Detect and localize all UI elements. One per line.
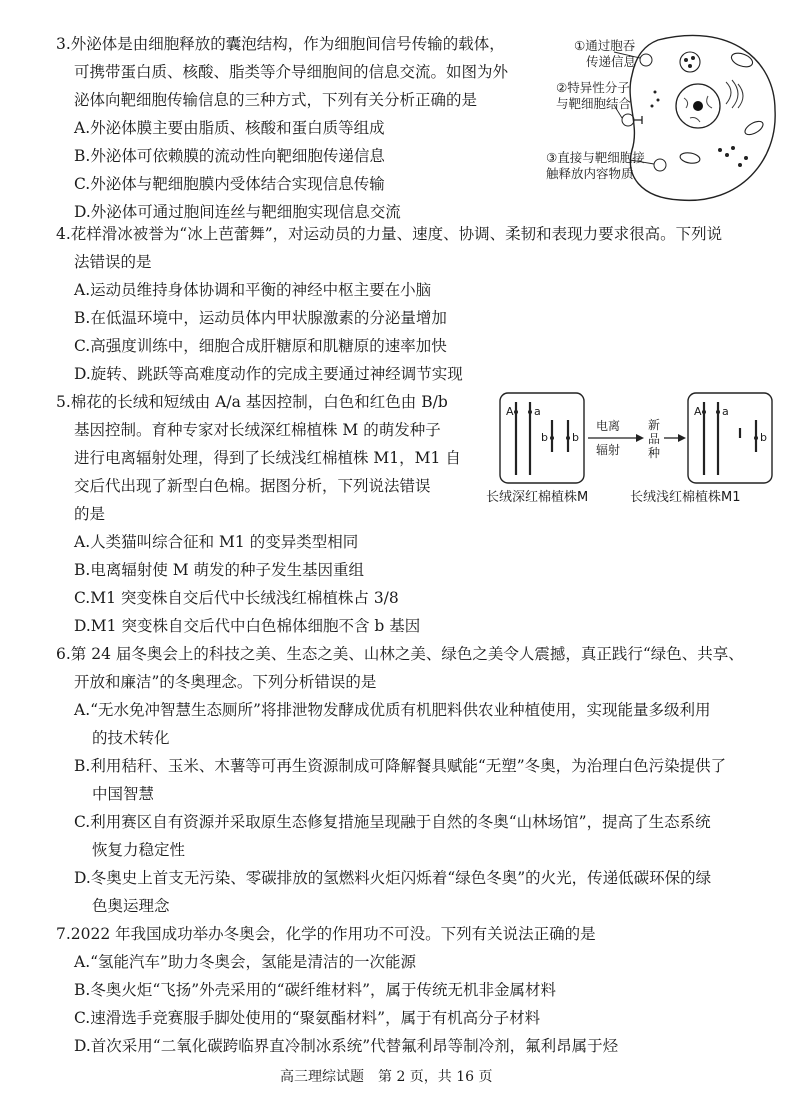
- q5-option-b: B.电离辐射使 M 萌发的种子发生基因重组: [74, 561, 365, 579]
- q4-option-b: B.在低温环境中，运动员体内甲状腺激素的分泌量增加: [74, 309, 447, 327]
- q3-stem-line-1: 3.外泌体是由细胞释放的囊泡结构，作为细胞间信号传输的载体，: [56, 35, 505, 53]
- arrow-label-bottom: 辐射: [596, 443, 621, 457]
- q4-stem-line-1: 4.花样滑冰被誉为“冰上芭蕾舞”，对运动员的力量、速度、协调、柔韧和表现力要求很高。下列说: [56, 225, 723, 243]
- caption-left: 长绒深红棉植株M: [486, 490, 589, 505]
- q4-option-d: D.旋转、跳跃等高难度动作的完成主要通过神经调节实现: [74, 365, 463, 383]
- gene-label-a-left: a: [534, 405, 541, 418]
- gene-label-A-right: A: [694, 405, 702, 418]
- q3-option-d: D.外泌体可通过胞间连丝与靶细胞实现信息交流: [74, 203, 401, 221]
- q6-option-b-line-1: B.利用秸秆、玉米、木薯等可再生资源制成可降解餐具赋能“无塑”冬奥，为治理白色污染提供了: [74, 757, 727, 775]
- q3-option-a: A.外泌体膜主要由脂质、核酸和蛋白质等组成: [74, 119, 385, 137]
- q7-option-b: B.冬奥火炬“飞扬”外壳采用的“碳纤维材料”，属于传统无机非金属材料: [74, 981, 557, 999]
- diagram-label-3-line-1: ③直接与靶细胞接: [546, 150, 645, 165]
- diagram-label-1-line-1: ①通过胞吞: [574, 38, 636, 53]
- q5-stem-line-3: 进行电离辐射处理，得到了长绒浅红棉植株 M1，M1 自: [74, 449, 461, 467]
- diagram-label-3-line-2: 触释放内容物质: [546, 166, 634, 181]
- diagram-label-1-line-2: 传递信息: [586, 54, 637, 69]
- q6-option-a-line-2: 的技术转化: [92, 729, 170, 747]
- q6-stem-line-1: 6.第 24 届冬奥会上的科技之美、生态之美、山林之美、绿色之美令人震撼，真正践行“绿色、共享、: [56, 645, 744, 663]
- q4-option-a: A.运动员维持身体协调和平衡的神经中枢主要在小脑: [74, 281, 432, 299]
- q6-option-c-line-1: C.利用赛区自有资源并采取原生态修复措施呈现融于自然的冬奥“山林场馆”，提高了生态系统: [74, 813, 711, 831]
- q5-option-c: C.M1 突变株自交后代中长绒浅红棉植株占 3/8: [74, 589, 399, 607]
- new-variety-char-2: 品: [648, 432, 661, 446]
- q6-option-a-line-1: A.“无水免冲智慧生态厕所”将排泄物发酵成优质有机肥料供农业种植使用，实现能量多级利用: [74, 701, 711, 719]
- q5-stem-line-1: 5.棉花的长绒和短绒由 A/a 基因控制，白色和红色由 B/b: [56, 393, 448, 411]
- q7-option-a: A.“氢能汽车”助力冬奥会，氢能是清洁的一次能源: [74, 953, 416, 971]
- q6-option-c-line-2: 恢复力稳定性: [92, 841, 186, 859]
- q5-option-a: A.人类猫叫综合征和 M1 的变异类型相同: [74, 533, 359, 551]
- q3-option-b: B.外泌体可依赖膜的流动性向靶细胞传递信息: [74, 147, 385, 165]
- q4-option-c: C.高强度训练中，细胞合成肝糖原和肌糖原的速率加快: [74, 337, 447, 355]
- gene-label-b-left-1: b: [541, 431, 548, 444]
- diagram-label-2-line-2: 与靶细胞结合: [556, 96, 632, 111]
- q4-stem-line-2: 法错误的是: [74, 253, 152, 271]
- q6-stem-line-2: 开放和廉洁”的冬奥理念。下列分析错误的是: [74, 673, 377, 691]
- gene-label-b-left-2: b: [572, 431, 579, 444]
- q3-stem-line-2: 可携带蛋白质、核酸、脂类等介导细胞间的信息交流。如图为外: [74, 63, 509, 81]
- q5-stem-line-5: 的是: [74, 505, 106, 523]
- q7-option-c: C.速滑选手竞赛服手脚处使用的“聚氨酯材料”，属于有机高分子材料: [74, 1009, 541, 1027]
- new-variety-char-3: 种: [648, 446, 661, 460]
- caption-right: 长绒浅红棉植株M1: [630, 490, 741, 505]
- q6-option-d-line-1: D.冬奥史上首支无污染、零碳排放的氢燃料火炬闪烁着“绿色冬奥”的火光，传递低碳环保的绿: [74, 869, 712, 887]
- new-variety-char-1: 新: [648, 418, 661, 432]
- q3-stem-line-3: 泌体向靶细胞传输信息的三种方式，下列有关分析正确的是: [74, 91, 478, 109]
- q5-stem-line-4: 交后代出现了新型白色棉。据图分析，下列说法错误: [74, 477, 431, 495]
- q5-stem-line-2: 基因控制。育种专家对长绒深红棉植株 M 的萌发种子: [74, 421, 441, 439]
- q7-stem-line-1: 7.2022 年我国成功举办冬奥会，化学的作用功不可没。下列有关说法正确的是: [56, 925, 596, 943]
- q6-option-b-line-2: 中国智慧: [92, 785, 155, 803]
- q3-option-c: C.外泌体与靶细胞膜内受体结合实现信息传输: [74, 175, 385, 193]
- gene-label-A-left: A: [506, 405, 514, 418]
- page-footer: 高三理综试题 第 2 页，共 16 页: [280, 1069, 493, 1085]
- q6-option-d-line-2: 色奥运理念: [92, 897, 170, 915]
- gene-label-b-right: b: [760, 431, 767, 444]
- gene-label-a-right: a: [722, 405, 729, 418]
- diagram-label-2-line-1: ②特异性分子: [556, 80, 630, 95]
- arrow-label-top: 电离: [596, 419, 621, 433]
- q5-option-d: D.M1 突变株自交后代中白色棉体细胞不含 b 基因: [74, 617, 421, 635]
- q7-option-d: D.首次采用“二氧化碳跨临界直冷制冰系统”代替氟利昂等制冷剂，氟利昂属于烃: [74, 1037, 619, 1055]
